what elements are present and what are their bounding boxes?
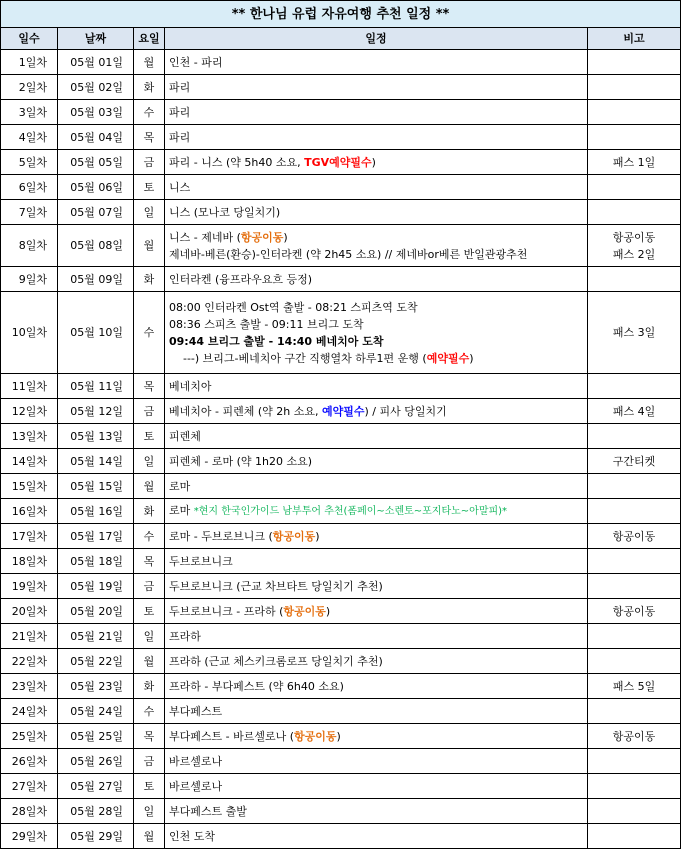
plan-text: 니스 - 제네바 ( <box>169 230 241 244</box>
plan-text: 로마 <box>169 504 194 517</box>
table-row <box>1 75 681 100</box>
day-cell: 18일차 <box>1 549 58 574</box>
date-cell: 05월 07일 <box>58 200 134 225</box>
plan-text: 인천 - 파리 <box>169 55 223 69</box>
plan-line <box>169 204 583 221</box>
plan-text: 피렌체 - 로마 (약 1h20 소요) <box>169 454 313 468</box>
plan-text: 부다페스트 출발 <box>169 804 247 818</box>
plan-highlight: 09:44 브리그 출발 - 14:40 베네치아 도착 <box>169 334 384 348</box>
header-day: 일수 <box>1 28 58 50</box>
table-row <box>1 424 681 449</box>
date-cell: 05월 29일 <box>58 824 134 849</box>
plan-text: 두브로브니크 - 프라하 ( <box>169 604 284 618</box>
date-cell: 05월 17일 <box>58 524 134 549</box>
table-row <box>1 699 681 724</box>
plan-line <box>169 246 583 263</box>
plan-cell <box>165 150 588 175</box>
day-cell: 12일차 <box>1 399 58 424</box>
day-cell: 28일차 <box>1 799 58 824</box>
header-plan: 일정 <box>165 28 588 50</box>
table-row <box>1 175 681 200</box>
table-row <box>1 824 681 849</box>
weekday-cell: 토 <box>134 599 165 624</box>
table-row <box>1 774 681 799</box>
plan-cell <box>165 624 588 649</box>
weekday-cell: 토 <box>134 774 165 799</box>
date-cell: 05월 13일 <box>58 424 134 449</box>
plan-text: ) <box>336 729 341 743</box>
plan-text: 프라하 - 부다페스트 (약 6h40 소요) <box>169 679 344 693</box>
weekday-cell: 목 <box>134 549 165 574</box>
weekday-cell: 일 <box>134 200 165 225</box>
plan-line <box>169 428 583 445</box>
note-cell <box>588 449 681 474</box>
plan-text: ) <box>371 155 376 169</box>
note-cell <box>588 175 681 200</box>
note-cell <box>588 50 681 75</box>
date-cell: 05월 19일 <box>58 574 134 599</box>
plan-cell <box>165 824 588 849</box>
weekday-cell: 일 <box>134 799 165 824</box>
weekday-cell: 금 <box>134 150 165 175</box>
header-date: 날짜 <box>58 28 134 50</box>
table-row <box>1 649 681 674</box>
sheet-title: ** 한나님 유럽 자유여행 추천 일정 ** <box>1 1 681 28</box>
plan-line <box>169 603 583 620</box>
header-weekday: 요일 <box>134 28 165 50</box>
table-row <box>1 50 681 75</box>
table-row <box>1 749 681 774</box>
plan-highlight: 예약필수 <box>426 351 470 365</box>
plan-line <box>169 271 583 288</box>
plan-text: 제네바-베른(환승)-인터라켄 (약 2h45 소요) // 제네바or베른 반일관광추천 <box>169 247 528 261</box>
plan-line <box>169 753 583 770</box>
date-cell: 05월 27일 <box>58 774 134 799</box>
note-cell <box>588 599 681 624</box>
weekday-cell: 화 <box>134 267 165 292</box>
plan-cell <box>165 499 588 524</box>
weekday-cell: 일 <box>134 449 165 474</box>
weekday-cell: 수 <box>134 699 165 724</box>
plan-cell <box>165 75 588 100</box>
date-cell: 05월 06일 <box>58 175 134 200</box>
table-row <box>1 499 681 524</box>
date-cell: 05월 04일 <box>58 125 134 150</box>
plan-line <box>169 129 583 146</box>
note-text: 패스 4일 <box>612 404 656 418</box>
plan-text: 로마 <box>169 479 191 493</box>
date-cell: 05월 09일 <box>58 267 134 292</box>
table-row <box>1 524 681 549</box>
weekday-cell: 화 <box>134 674 165 699</box>
note-text: 항공이동 <box>612 729 656 743</box>
day-cell: 5일차 <box>1 150 58 175</box>
plan-line <box>169 154 583 171</box>
table-row <box>1 150 681 175</box>
plan-cell <box>165 449 588 474</box>
weekday-cell: 금 <box>134 399 165 424</box>
date-cell: 05월 24일 <box>58 699 134 724</box>
plan-line <box>169 628 583 645</box>
day-cell: 26일차 <box>1 749 58 774</box>
table-row <box>1 624 681 649</box>
plan-text: 로마 - 두브로브니크 ( <box>169 529 273 543</box>
note-cell <box>588 424 681 449</box>
date-cell: 05월 12일 <box>58 399 134 424</box>
date-cell: 05월 15일 <box>58 474 134 499</box>
date-cell: 05월 23일 <box>58 674 134 699</box>
day-cell: 24일차 <box>1 699 58 724</box>
plan-cell <box>165 399 588 424</box>
day-cell: 2일차 <box>1 75 58 100</box>
note-cell <box>588 75 681 100</box>
weekday-cell: 화 <box>134 499 165 524</box>
weekday-cell: 월 <box>134 474 165 499</box>
day-cell: 4일차 <box>1 125 58 150</box>
plan-line <box>169 828 583 845</box>
plan-text: 08:00 인터라켄 Ost역 출발 - 08:21 스피츠역 도착 <box>169 300 418 314</box>
plan-cell <box>165 549 588 574</box>
day-cell: 27일차 <box>1 774 58 799</box>
plan-text: 베네치아 - 피렌체 (약 2h 소요, <box>169 404 322 418</box>
itinerary-rows <box>1 50 681 849</box>
plan-line <box>169 350 583 367</box>
date-cell: 05월 16일 <box>58 499 134 524</box>
day-cell: 13일차 <box>1 424 58 449</box>
day-cell: 23일차 <box>1 674 58 699</box>
note-cell <box>588 674 681 699</box>
table-row <box>1 674 681 699</box>
plan-line <box>169 453 583 470</box>
header-note: 비고 <box>588 28 681 50</box>
note-cell <box>588 292 681 374</box>
weekday-cell: 수 <box>134 524 165 549</box>
table-row <box>1 549 681 574</box>
note-cell <box>588 399 681 424</box>
date-cell: 05월 11일 <box>58 374 134 399</box>
plan-cell <box>165 100 588 125</box>
plan-line <box>169 378 583 395</box>
plan-cell <box>165 724 588 749</box>
table-row <box>1 292 681 374</box>
plan-highlight: 항공이동 <box>283 604 326 618</box>
weekday-cell: 토 <box>134 424 165 449</box>
plan-line <box>169 333 583 350</box>
table-row <box>1 374 681 399</box>
plan-text: 08:36 스피츠 출발 - 09:11 브리그 도착 <box>169 317 364 331</box>
day-cell: 25일차 <box>1 724 58 749</box>
note-cell <box>588 699 681 724</box>
note-text: 패스 2일 <box>612 247 656 261</box>
note-text: 항공이동 <box>612 230 656 244</box>
day-cell: 29일차 <box>1 824 58 849</box>
plan-text: 두브로브니크 <box>169 554 233 568</box>
note-text: 패스 1일 <box>612 155 656 169</box>
weekday-cell: 목 <box>134 724 165 749</box>
date-cell: 05월 14일 <box>58 449 134 474</box>
table-row <box>1 225 681 267</box>
note-cell <box>588 225 681 267</box>
day-cell: 10일차 <box>1 292 58 374</box>
day-cell: 8일차 <box>1 225 58 267</box>
date-cell: 05월 22일 <box>58 649 134 674</box>
plan-text: 바르셀로나 <box>169 754 223 768</box>
date-cell: 05월 26일 <box>58 749 134 774</box>
table-row <box>1 724 681 749</box>
plan-cell <box>165 175 588 200</box>
plan-cell <box>165 524 588 549</box>
day-cell: 15일차 <box>1 474 58 499</box>
plan-text: 니스 <box>169 180 191 194</box>
plan-highlight: 항공이동 <box>240 230 284 244</box>
weekday-cell: 일 <box>134 624 165 649</box>
date-cell: 05월 05일 <box>58 150 134 175</box>
weekday-cell: 목 <box>134 374 165 399</box>
plan-cell <box>165 424 588 449</box>
note-cell <box>588 624 681 649</box>
title-row <box>1 1 681 28</box>
plan-line <box>169 299 583 316</box>
weekday-cell: 월 <box>134 824 165 849</box>
note-cell <box>588 549 681 574</box>
plan-line <box>169 104 583 121</box>
day-cell: 20일차 <box>1 599 58 624</box>
plan-text: ) <box>325 604 331 618</box>
plan-line <box>169 528 583 545</box>
plan-text: 베네치아 <box>169 379 212 393</box>
plan-text: 파리 <box>169 105 191 119</box>
day-cell: 17일차 <box>1 524 58 549</box>
date-cell: 05월 21일 <box>58 624 134 649</box>
plan-cell <box>165 749 588 774</box>
plan-text: 니스 (모나코 당일치기) <box>169 205 281 219</box>
plan-cell <box>165 774 588 799</box>
plan-highlight: 항공이동 <box>272 529 316 543</box>
weekday-cell: 수 <box>134 100 165 125</box>
plan-cell <box>165 699 588 724</box>
weekday-cell: 월 <box>134 649 165 674</box>
plan-cell <box>165 292 588 374</box>
plan-text: 프라하 (근교 체스키크롬로프 당일치기 추천) <box>169 654 383 668</box>
plan-line <box>169 403 583 420</box>
plan-line <box>169 803 583 820</box>
plan-cell <box>165 799 588 824</box>
plan-line <box>169 478 583 495</box>
weekday-cell: 화 <box>134 75 165 100</box>
note-cell <box>588 100 681 125</box>
plan-text: 부다페스트 <box>169 704 223 718</box>
plan-line <box>169 728 583 745</box>
plan-highlight: *현지 한국인가이드 남부투어 추천(폼페이~소렌토~포지타노~아말피)* <box>193 506 508 517</box>
day-cell: 19일차 <box>1 574 58 599</box>
note-text: 구간티켓 <box>612 454 656 468</box>
note-cell <box>588 499 681 524</box>
plan-highlight: 예약필수 <box>321 404 365 418</box>
note-text: 항공이동 <box>612 529 656 543</box>
note-cell <box>588 724 681 749</box>
note-cell <box>588 524 681 549</box>
day-cell: 21일차 <box>1 624 58 649</box>
plan-text: ) <box>283 230 288 244</box>
plan-text: ) <box>315 529 320 543</box>
plan-text: 부다페스트 - 바르셀로나 ( <box>169 729 295 743</box>
table-row <box>1 125 681 150</box>
day-cell: 7일차 <box>1 200 58 225</box>
note-cell <box>588 125 681 150</box>
weekday-cell: 월 <box>134 225 165 267</box>
weekday-cell: 월 <box>134 50 165 75</box>
plan-cell <box>165 200 588 225</box>
plan-highlight: 항공이동 <box>294 729 337 743</box>
plan-text: 인터라켄 (융프라우요흐 등정) <box>169 272 313 286</box>
weekday-cell: 금 <box>134 574 165 599</box>
table-row <box>1 267 681 292</box>
date-cell: 05월 28일 <box>58 799 134 824</box>
note-cell <box>588 150 681 175</box>
note-cell <box>588 749 681 774</box>
plan-cell <box>165 267 588 292</box>
plan-line <box>169 678 583 695</box>
plan-line <box>169 502 583 520</box>
day-cell: 9일차 <box>1 267 58 292</box>
plan-cell <box>165 50 588 75</box>
plan-line <box>169 179 583 196</box>
plan-line <box>169 79 583 96</box>
date-cell: 05월 25일 <box>58 724 134 749</box>
plan-cell <box>165 674 588 699</box>
header-row <box>1 28 681 50</box>
plan-cell <box>165 125 588 150</box>
plan-cell <box>165 374 588 399</box>
table-row <box>1 799 681 824</box>
table-row <box>1 449 681 474</box>
plan-text: ---) 브리그-베네치아 구간 직행열차 하루1편 운행 ( <box>169 351 427 365</box>
day-cell: 3일차 <box>1 100 58 125</box>
note-text: 항공이동 <box>612 604 656 618</box>
plan-line <box>169 553 583 570</box>
table-row <box>1 100 681 125</box>
plan-line <box>169 316 583 333</box>
plan-text: ) / 피사 당일치기 <box>364 404 447 418</box>
note-cell <box>588 774 681 799</box>
table-row <box>1 599 681 624</box>
day-cell: 1일차 <box>1 50 58 75</box>
date-cell: 05월 01일 <box>58 50 134 75</box>
day-cell: 14일차 <box>1 449 58 474</box>
day-cell: 11일차 <box>1 374 58 399</box>
note-cell <box>588 649 681 674</box>
plan-line <box>169 703 583 720</box>
plan-text: 피렌체 <box>169 429 201 443</box>
table-row <box>1 474 681 499</box>
note-text: 패스 5일 <box>612 679 656 693</box>
table-row <box>1 200 681 225</box>
note-cell <box>588 574 681 599</box>
weekday-cell: 토 <box>134 175 165 200</box>
plan-text: 파리 - 니스 (약 5h40 소요, <box>169 155 305 169</box>
plan-text: 프라하 <box>169 629 201 643</box>
day-cell: 6일차 <box>1 175 58 200</box>
note-cell <box>588 824 681 849</box>
note-cell <box>588 374 681 399</box>
plan-cell <box>165 649 588 674</box>
weekday-cell: 목 <box>134 125 165 150</box>
plan-line <box>169 229 583 246</box>
note-cell <box>588 267 681 292</box>
plan-line <box>169 653 583 670</box>
table-row <box>1 399 681 424</box>
note-cell <box>588 200 681 225</box>
plan-cell <box>165 225 588 267</box>
date-cell: 05월 20일 <box>58 599 134 624</box>
day-cell: 22일차 <box>1 649 58 674</box>
weekday-cell: 수 <box>134 292 165 374</box>
date-cell: 05월 18일 <box>58 549 134 574</box>
weekday-cell: 금 <box>134 749 165 774</box>
plan-line <box>169 54 583 71</box>
plan-line <box>169 778 583 795</box>
plan-highlight: TGV예약필수 <box>304 155 372 169</box>
date-cell: 05월 10일 <box>58 292 134 374</box>
date-cell: 05월 08일 <box>58 225 134 267</box>
plan-text: ) <box>469 351 474 365</box>
plan-text: 인천 도착 <box>169 829 216 843</box>
note-cell <box>588 799 681 824</box>
plan-text: 바르셀로나 <box>169 779 223 793</box>
plan-line <box>169 578 583 595</box>
date-cell: 05월 02일 <box>58 75 134 100</box>
plan-cell <box>165 574 588 599</box>
date-cell: 05월 03일 <box>58 100 134 125</box>
plan-cell <box>165 599 588 624</box>
day-cell: 16일차 <box>1 499 58 524</box>
plan-text: 파리 <box>169 130 191 144</box>
plan-cell <box>165 474 588 499</box>
note-text: 패스 3일 <box>612 326 656 339</box>
plan-text: 파리 <box>169 80 191 94</box>
table-row <box>1 574 681 599</box>
plan-text: 두브로브니크 (근교 차브타트 당일치기 추천) <box>169 579 383 593</box>
note-cell <box>588 474 681 499</box>
